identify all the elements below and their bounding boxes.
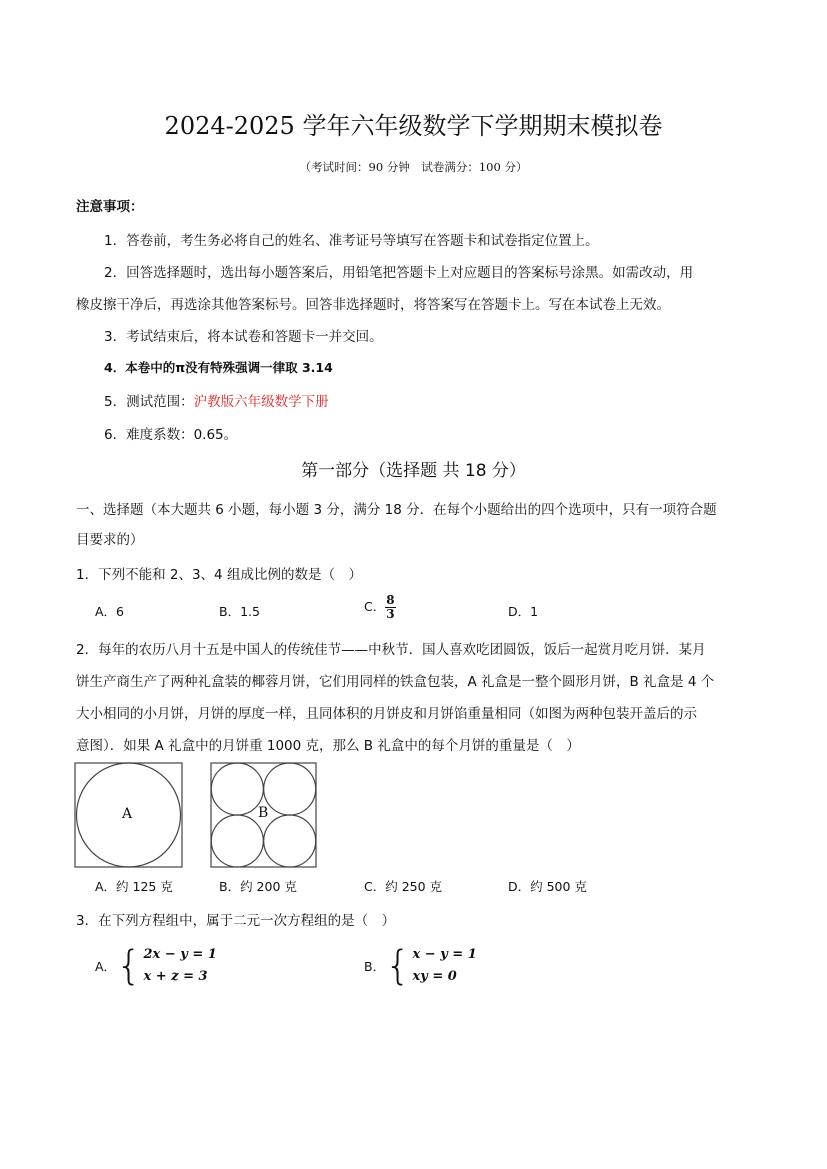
q1-option-c: C． $\frac{8}{3}$ [364,593,395,621]
test-scope: 沪教版六年级数学下册 [193,394,329,410]
q2-option-b: B．约 200 克 [219,879,297,894]
question-2: 意图）．如果 A 礼盒中的月饼重 1000 克，那么 B 礼盒中的每个月饼的重量是（ ） [76,738,580,754]
q1-option-d: D．1 [508,604,539,619]
question-3: 3．在下列方程组中，属于二元一次方程组的是（ ） [76,913,396,929]
notice-item: 3．考试结束后，将本试卷和答题卡一并交回。 [104,329,383,345]
notice-heading: 注意事项： [76,199,144,215]
question-1: 1．下列不能和 2、3、4 组成比例的数是（ ） [76,567,362,583]
notice-label: 5．测试范围： [104,394,194,410]
notice-item: 6．难度系数：0.65。 [104,427,238,443]
q3-option-a: A． { 2x − y = 1 x + z = 3 [95,943,217,989]
notice-item: 橡皮擦干净后，再选涂其他答案标号。回答非选择题时，将答案写在答题卡上。写在本试卷上无效。 [76,297,670,313]
q2-option-d: D．约 500 克 [508,879,587,894]
section-heading: 第一部分（选择题 共 18 分） [301,461,526,481]
notice-item [104,390,329,410]
brace-icon: { [116,943,142,989]
question-2: 饼生产商生产了两种礼盒装的椰蓉月饼，它们用同样的铁盒包装，A 礼盒是一整个圆形月饼，B 礼盒是 4 个 [76,674,715,690]
question-2: 大小相同的小月饼，月饼的厚度一样，且同体积的月饼皮和月饼馅重量相同（如图为两种包装开盖后的示 [76,706,697,722]
fraction: $\frac{8}{3}$ [386,593,395,621]
notice-item: 2．回答选择题时，选出每小题答案后，用铅笔把答题卡上对应题目的答案标号涂黑。如需改动，用 [104,265,694,281]
figure-label-b: B [258,805,269,821]
brace-icon: { [385,943,411,989]
q3-option-b: B． { x − y = 1 xy = 0 [364,943,477,989]
q2-option-c: C．约 250 克 [364,879,443,894]
page-title: 2024-2025 学年六年级数学下学期期末模拟卷 [164,112,663,140]
figure-label-a: A [122,806,133,822]
q1-option-a: A．6 [95,604,125,619]
exam-info: （考试时间：90 分钟 试卷满分：100 分） [299,160,528,174]
notice-item: 4．本卷中的π没有特殊强调一律取 3.14 [104,360,333,375]
part-intro: 一、选择题（本大题共 6 小题，每小题 3 分，满分 18 分．在每个小题给出的四个选项中，只有一项符合题 [76,502,717,518]
q2-option-a: A．约 125 克 [95,879,173,894]
part-intro: 目要求的） [76,532,144,548]
q1-option-b: B．1.5 [219,604,260,619]
notice-item: 1．答卷前，考生务必将自己的姓名、准考证号等填写在答题卡和试卷指定位置上。 [104,233,599,249]
question-2: 2．每年的农历八月十五是中国人的传统佳节——中秋节．国人喜欢吃团圆饭，饭后一起赏月吃月饼．某月 [76,642,706,658]
